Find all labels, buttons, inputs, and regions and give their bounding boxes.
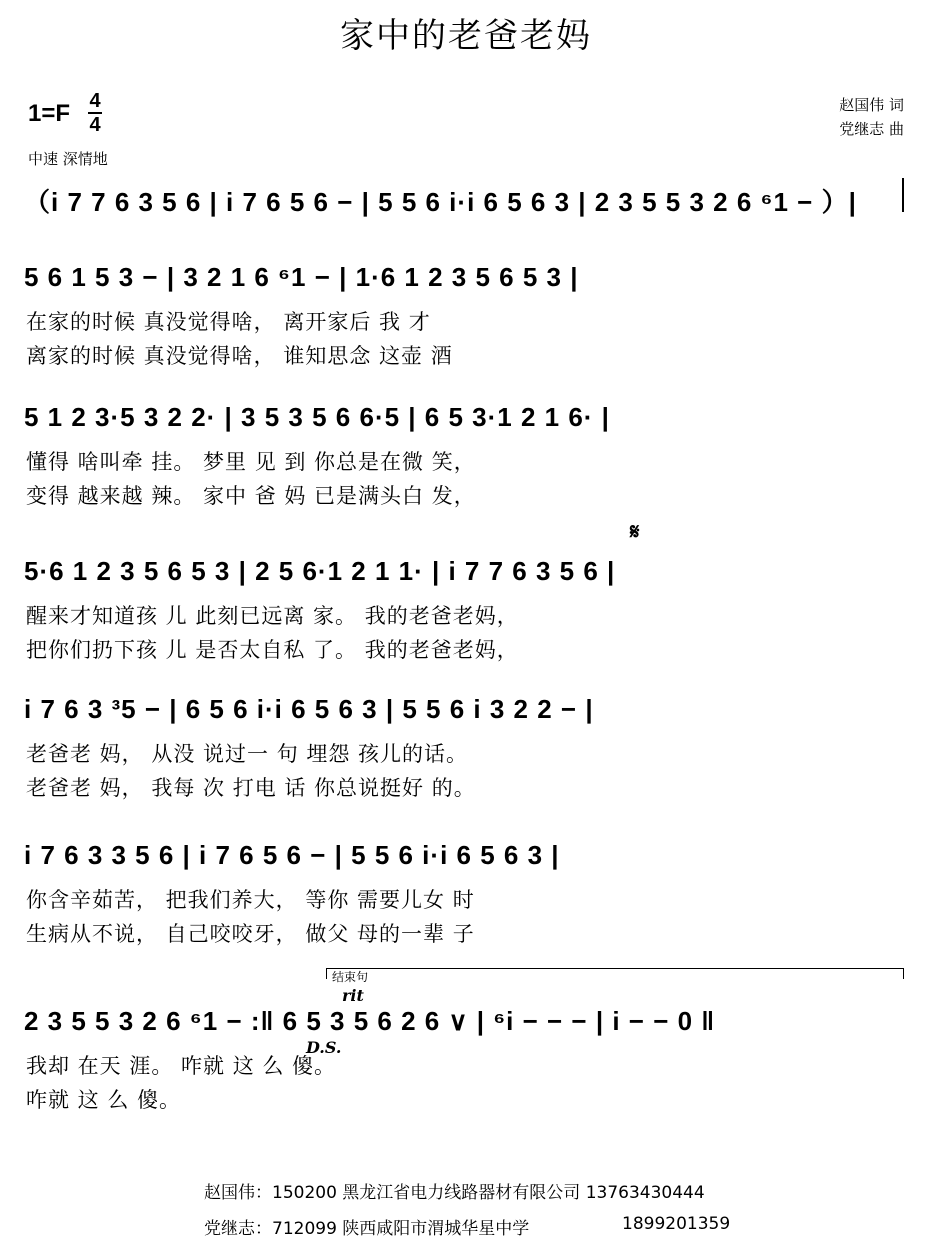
lyric-verse2-line1: 离家的时候 真没觉得啥， 谁知思念 这壶 酒 — [26, 344, 453, 368]
time-bottom: 4 — [89, 114, 101, 136]
music-line-2: 5 1 2 3·5 3 2 2· | 3 5 3 5 6 6·5 | 6 5 3·1 2 1 6· | — [24, 402, 610, 432]
lyric-verse2-line3: 把你们扔下孩 儿 是否太自私 了。 我的老爸老妈， — [26, 638, 519, 662]
ending-label: 结束句 — [332, 970, 369, 984]
ending-bracket — [326, 968, 904, 979]
lyric-verse1-line5: 你含辛茹苦， 把我们养大， 等你 需要儿女 时 — [26, 888, 475, 912]
rit-mark: rit — [342, 986, 364, 1005]
lyricist-credit: 赵国伟 词 — [839, 96, 904, 114]
segno-mark: 𝄋 — [630, 520, 640, 545]
music-line-intro: （i 7 7 6 3 5 6 | i 7 6 5 6 − | 5 5 6 i·i 6 5 6 3 | 2 3 5 5 3 2 6 ⁶1 − ）| — [24, 187, 857, 217]
lyric-verse1-line2: 懂得 啥叫牵 挂。 梦里 见 到 你总是在微 笑， — [26, 450, 476, 474]
music-line-6: 2 3 5 5 3 2 6 ⁶1 − :‖ 6 5 3 5 6 2 6 ∨ | ⁶i − − − | i − − 0 ‖ — [24, 1006, 716, 1036]
tempo-marking: 中速 深情地 — [28, 150, 108, 168]
time-top: 4 — [89, 90, 101, 112]
music-line-5: i 7 6 3 3 5 6 | i 7 6 5 6 − | 5 5 6 i·i 6 5 6 3 | — [24, 840, 560, 870]
lyric-verse1-line3: 醒来才知道孩 儿 此刻已远离 家。 我的老爸老妈， — [26, 604, 519, 628]
lyric-verse2-line2: 变得 越来越 辣。 家中 爸 妈 已是满头白 发， — [26, 484, 476, 508]
music-line-1: 5 6 1 5 3 − | 3 2 1 6 ⁶1 − | 1·6 1 2 3 5 6 5 3 | — [24, 262, 579, 292]
lyric-verse1-line4: 老爸老 妈， 从没 说过一 句 埋怨 孩儿的话。 — [26, 742, 469, 766]
lyric-verse2-line6: 咋就 这 么 傻。 — [26, 1088, 182, 1112]
footer-composer-phone: 1899201359 — [622, 1214, 731, 1234]
lyric-verse1-line6: 我却 在天 涯。 咋就 这 么 傻。 — [26, 1054, 337, 1078]
page-title: 家中的老爸老妈 — [340, 16, 592, 56]
ds-mark: D.S. — [306, 1038, 342, 1057]
footer-contact-composer: 党继志：712099 陕西咸阳市渭城华星中学 — [204, 1219, 530, 1239]
music-line-3: 5·6 1 2 3 5 6 5 3 | 2 5 6·1 2 1 1· | i 7 7 6 3 5 6 | — [24, 556, 616, 586]
barline — [902, 178, 904, 212]
lyric-verse2-line5: 生病从不说， 自己咬咬牙， 做父 母的一辈 子 — [26, 922, 475, 946]
lyric-verse1-line1: 在家的时候 真没觉得啥， 离开家后 我 才 — [26, 310, 431, 334]
music-line-4: i 7 6 3 ³5 − | 6 5 6 i·i 6 5 6 3 | 5 5 6 i 3 2 2 − | — [24, 694, 594, 724]
footer-contact-lyricist: 赵国伟：150200 黑龙江省电力线路器材有限公司 13763430444 — [204, 1183, 705, 1203]
key-signature: 1=F — [28, 100, 71, 127]
time-signature — [88, 90, 102, 136]
composer-credit: 党继志 曲 — [839, 120, 904, 138]
lyric-verse2-line4: 老爸老 妈， 我每 次 打电 话 你总说挺好 的。 — [26, 776, 476, 800]
